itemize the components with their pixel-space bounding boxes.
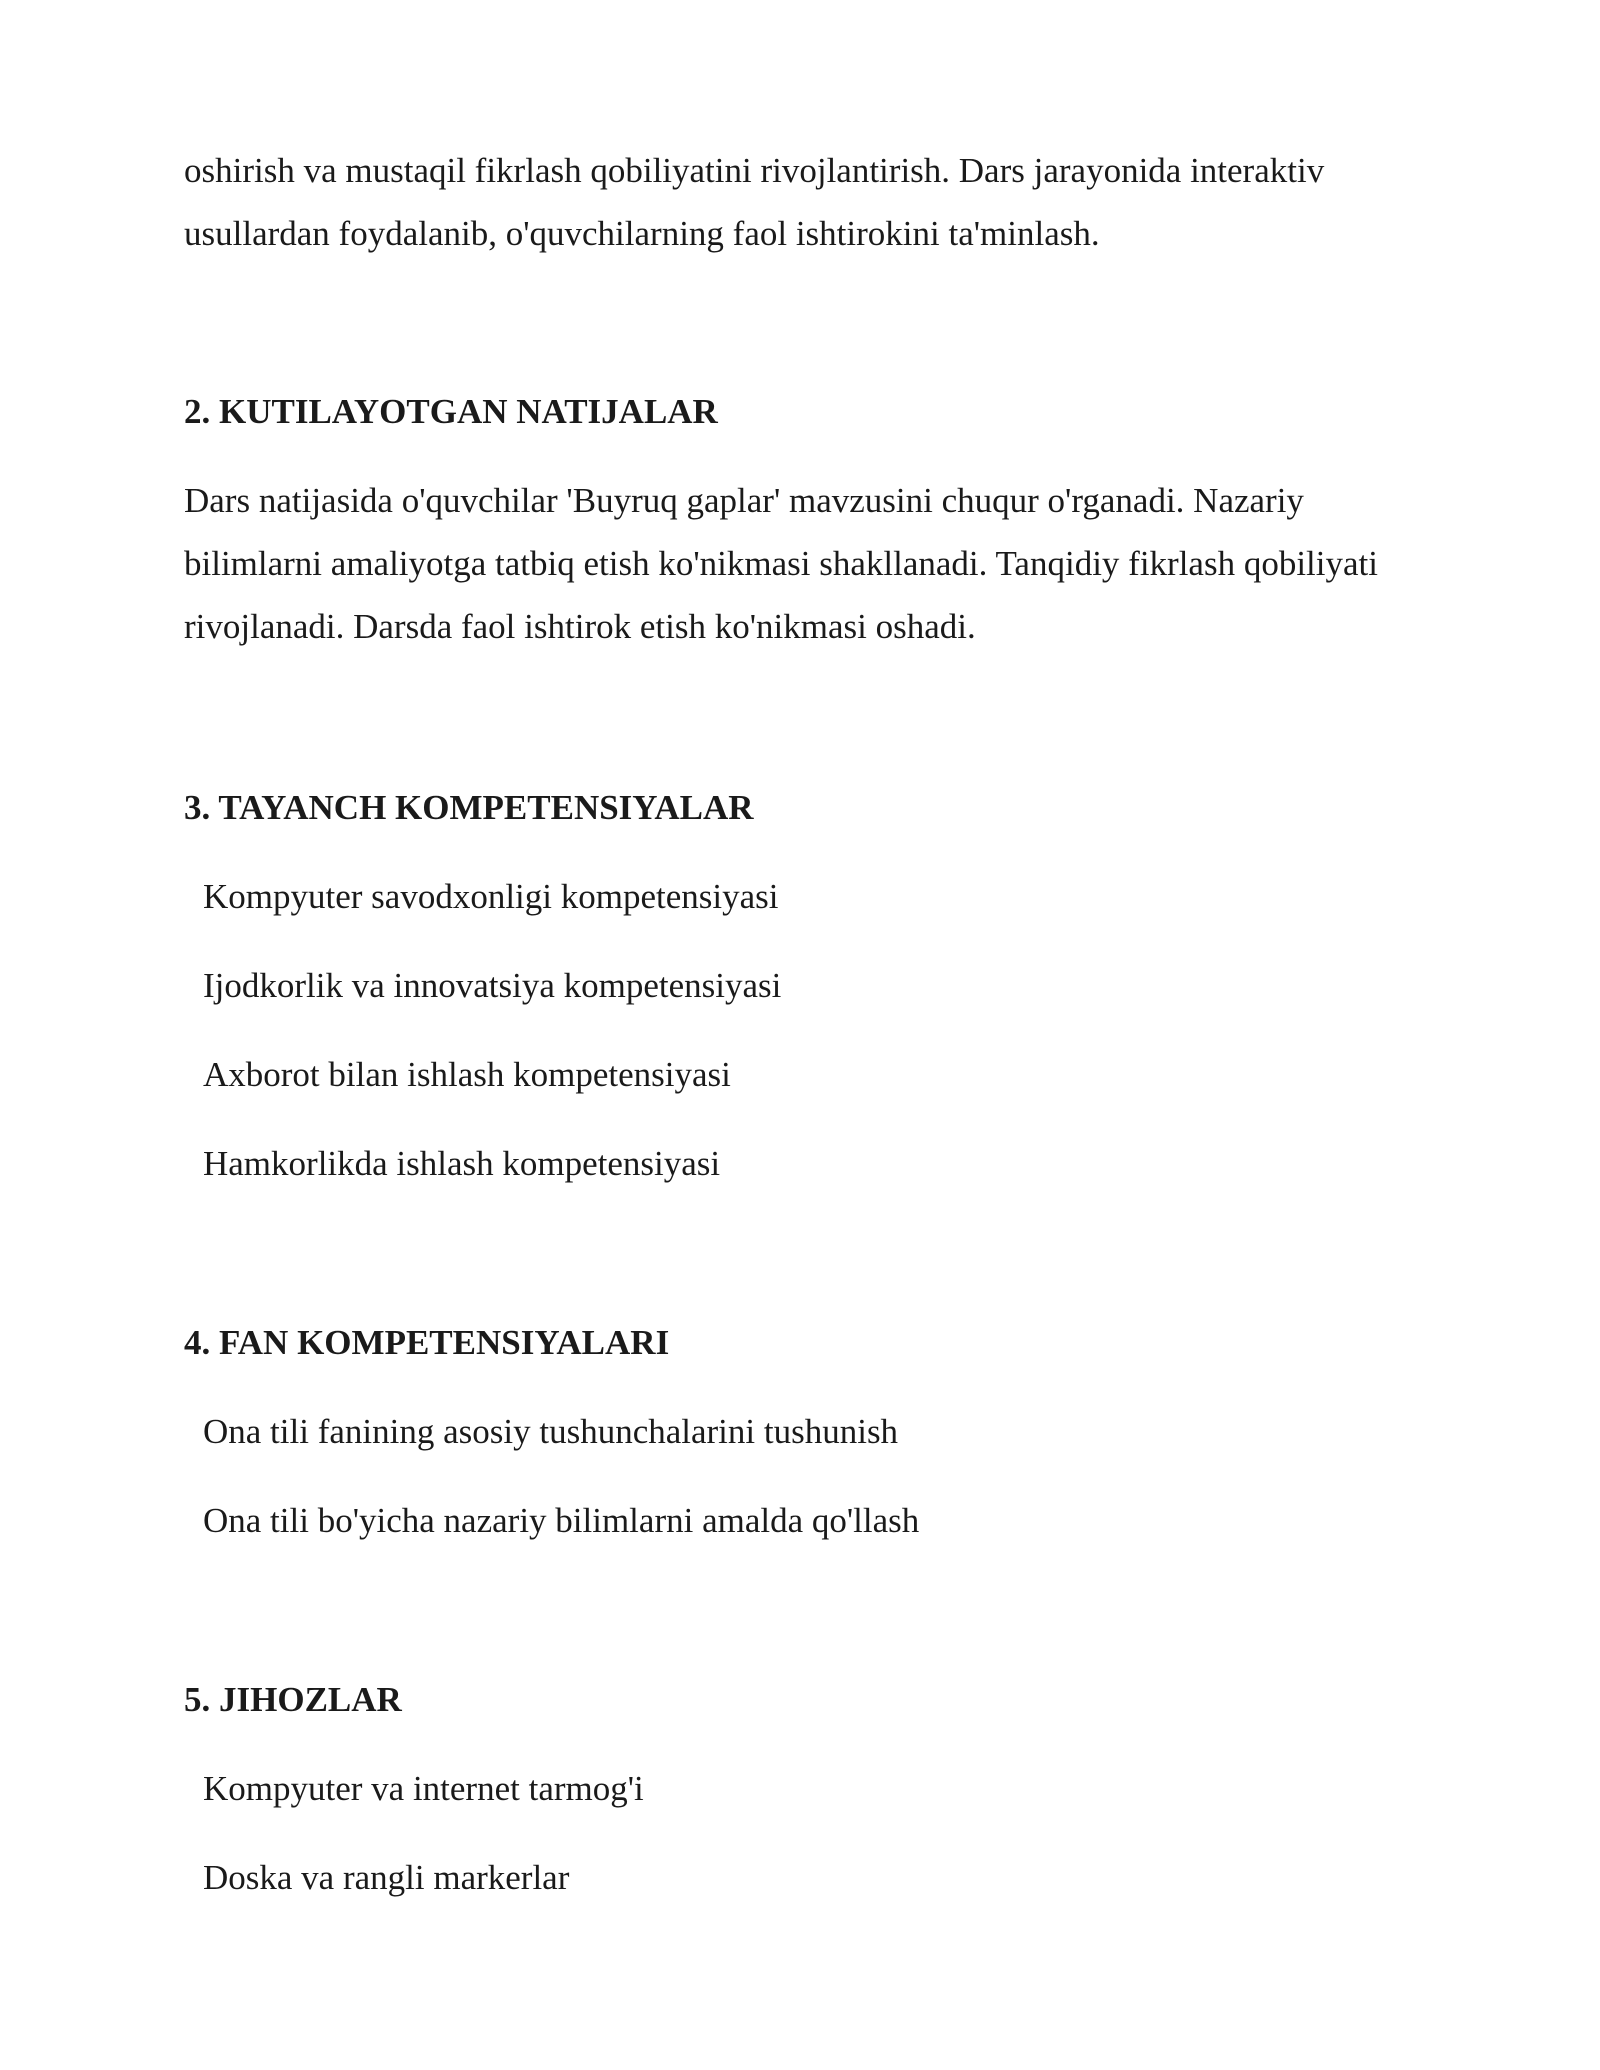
list-item: Hamkorlikda ishlash kompetensiyasi — [203, 1144, 721, 1183]
list-item: Kompyuter va internet tarmog'i — [203, 1769, 644, 1808]
list-item: Kompyuter savodxonligi kompetensiyasi — [203, 877, 779, 916]
list-item: Doska va rangli markerlar — [203, 1858, 570, 1897]
list-item: Ona tili bo'yicha nazariy bilimlarni amalda qo'llash — [203, 1501, 920, 1540]
section-heading-core-competencies: 3. TAYANCH KOMPETENSIYALAR — [184, 788, 754, 827]
section-heading-equipment: 5. JIHOZLAR — [184, 1680, 402, 1719]
list-item: Ijodkorlik va innovatsiya kompetensiyasi — [203, 966, 782, 1005]
list-item: Ona tili fanining asosiy tushunchalarini tushunish — [203, 1412, 899, 1451]
section-heading-subject-competencies: 4. FAN KOMPETENSIYALARI — [184, 1323, 670, 1362]
results-paragraph: Dars natijasida o'quvchilar 'Buyruq gaplar' mavzusini chuqur o'rganadi. Nazariy bilimlarni amaliyotga tatbiq etish ko'nikmasi shakllanadi. Tanqidiy fikrlash qobiliyati rivojlanadi. Darsda faol ishtirok etish ko'nikmasi oshadi. — [184, 481, 1378, 646]
section-heading-results: 2. KUTILAYOTGAN NATIJALAR — [184, 392, 718, 431]
list-item: Axborot bilan ishlash kompetensiyasi — [203, 1055, 731, 1094]
intro-paragraph: oshirish va mustaqil fikrlash qobiliyatini rivojlantirish. Dars jarayonida interaktiv usullardan foydalanib, o'quvchilarning faol ishtirokini ta'minlash. — [184, 151, 1325, 253]
